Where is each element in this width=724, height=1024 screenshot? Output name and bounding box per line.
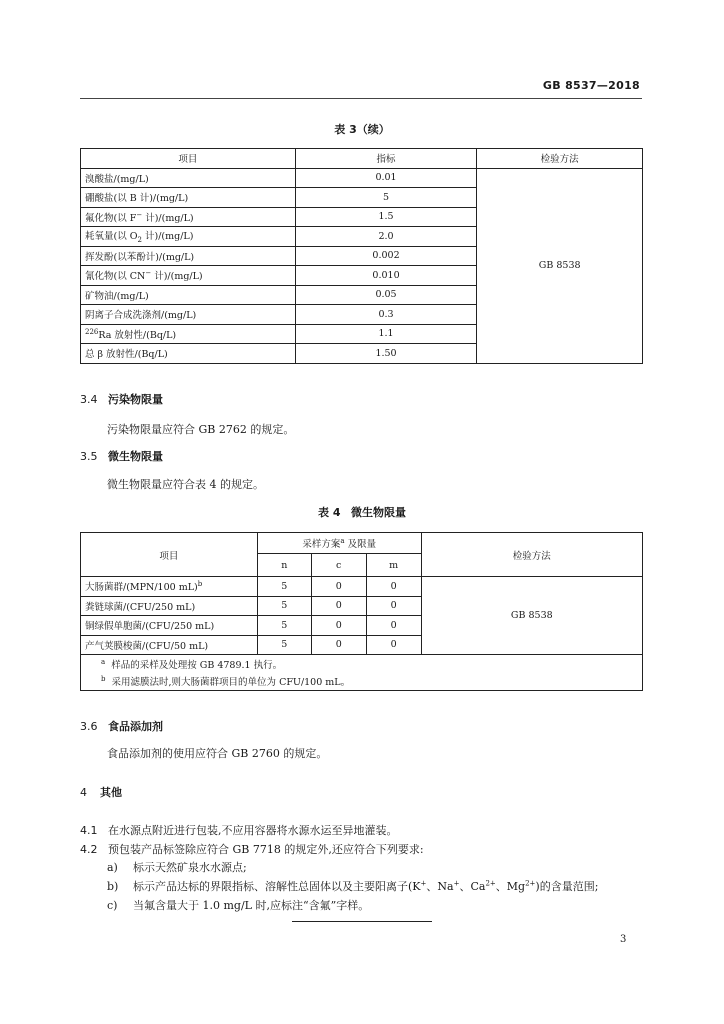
table4-header-row	[81, 533, 643, 554]
table-row	[81, 577, 643, 597]
header-rule	[80, 98, 642, 99]
table3-header-item: 项目	[81, 149, 296, 169]
table4-header-method: 检验方法	[421, 533, 642, 577]
table3-item: $^{226}$Ra 放射性/(Bq/L)	[81, 324, 296, 344]
table-row	[81, 168, 643, 188]
table4-caption: 表 4 微生物限量	[318, 506, 406, 519]
table3-item: 总 β 放射性/(Bq/L)	[81, 344, 296, 364]
section-3-4-heading: 3.4 污染物限量	[80, 393, 163, 406]
item-4-2: 4.2 预包装产品标签除应符合 GB 7718 的规定外,还应符合下列要求:	[80, 843, 424, 856]
section-3-5-heading: 3.5 微生物限量	[80, 450, 163, 463]
table4-m: 0	[366, 577, 421, 597]
table3-value: 1.5	[295, 207, 477, 227]
table3-value: 0.3	[295, 305, 477, 325]
table4-c: 0	[311, 577, 366, 597]
table4-c: 0	[311, 616, 366, 636]
item-4-1: 4.1 在水源点附近进行包装,不应用容器将水源水运至异地灌装。	[80, 824, 398, 837]
section-3-6-heading: 3.6 食品添加剂	[80, 720, 163, 733]
table4-item: 产气荚膜梭菌/(CFU/50 mL)	[81, 635, 258, 655]
table4-n: 5	[257, 577, 311, 597]
table3-header-method: 检验方法	[477, 149, 643, 169]
table3-item: 溴酸盐/(mg/L)	[81, 168, 296, 188]
table4-note-row	[81, 672, 643, 691]
table3-header-row	[81, 149, 643, 169]
table3-item: 硼酸盐(以 B 计)/(mg/L)	[81, 188, 296, 208]
table4-m: 0	[366, 616, 421, 636]
section-3-6-text: 食品添加剂的使用应符合 GB 2760 的规定。	[107, 747, 328, 760]
table4	[80, 532, 643, 691]
item-4-2-a: a) 标示天然矿泉水水源点;	[107, 861, 247, 874]
table4-header-plan: 采样方案$^a$ 及限量	[257, 533, 421, 554]
table3-header-value: 指标	[295, 149, 477, 169]
item-4-2-c: c) 当氟含量大于 1.0 mg/L 时,应标注“含氟”字样。	[107, 899, 370, 912]
table4-footnote-b: $^b$ 采用滤膜法时,则大肠菌群项目的单位为 CFU/100 mL。	[81, 672, 643, 691]
section-3-4-text: 污染物限量应符合 GB 2762 的规定。	[107, 423, 295, 436]
table3-item: 耗氧量(以 $O_2$ 计)/(mg/L)	[81, 227, 296, 247]
section-4-heading: 4 其他	[80, 786, 122, 799]
standard-number: GB 8537—2018	[542, 79, 640, 92]
table4-header-m: m	[366, 554, 421, 577]
table4-header-c: c	[311, 554, 366, 577]
table3-item: 挥发酚(以苯酚计)/(mg/L)	[81, 246, 296, 266]
table4-item: 大肠菌群/(MPN/100 mL)$^b$	[81, 577, 258, 597]
table4-c: 0	[311, 635, 366, 655]
table4-m: 0	[366, 596, 421, 616]
table3-value: 0.05	[295, 285, 477, 305]
table3-item: 矿物油/(mg/L)	[81, 285, 296, 305]
table4-n: 5	[257, 596, 311, 616]
end-rule	[292, 921, 432, 922]
table4-header-item: 项目	[81, 533, 258, 577]
table3-value: 5	[295, 188, 477, 208]
item-4-2-b: b) 标示产品达标的界限指标、溶解性总固体以及主要阳离子(K+、Na+、$Ca^{2+}$、$Mg^{2+}$)的含量范围;	[107, 879, 599, 893]
table3-value: 2.0	[295, 227, 477, 247]
table3-value: 0.010	[295, 266, 477, 286]
table3-value: 1.1	[295, 324, 477, 344]
table3-item: 阴离子合成洗涤剂/(mg/L)	[81, 305, 296, 325]
table3	[80, 148, 643, 364]
table4-footnote-a: $^a$ 样品的采样及处理按 GB 4789.1 执行。	[81, 655, 643, 673]
table4-n: 5	[257, 635, 311, 655]
table3-caption: 表 3（续）	[334, 123, 390, 136]
table4-method: GB 8538	[421, 577, 642, 655]
table3-method: GB 8538	[477, 168, 643, 363]
table4-item: 铜绿假单胞菌/(CFU/250 mL)	[81, 616, 258, 636]
table4-note-row	[81, 655, 643, 673]
table4-item: 粪链球菌/(CFU/250 mL)	[81, 596, 258, 616]
table3-value: 0.002	[295, 246, 477, 266]
table4-c: 0	[311, 596, 366, 616]
section-3-5-text: 微生物限量应符合表 4 的规定。	[107, 478, 264, 491]
table3-value: 1.50	[295, 344, 477, 364]
table3-item: 氰化物(以 CN− 计)/(mg/L)	[81, 266, 296, 286]
table4-header-n: n	[257, 554, 311, 577]
table3-item: 氟化物(以 F− 计)/(mg/L)	[81, 207, 296, 227]
table4-n: 5	[257, 616, 311, 636]
page-number: 3	[620, 934, 627, 945]
table3-value: 0.01	[295, 168, 477, 188]
table4-m: 0	[366, 635, 421, 655]
